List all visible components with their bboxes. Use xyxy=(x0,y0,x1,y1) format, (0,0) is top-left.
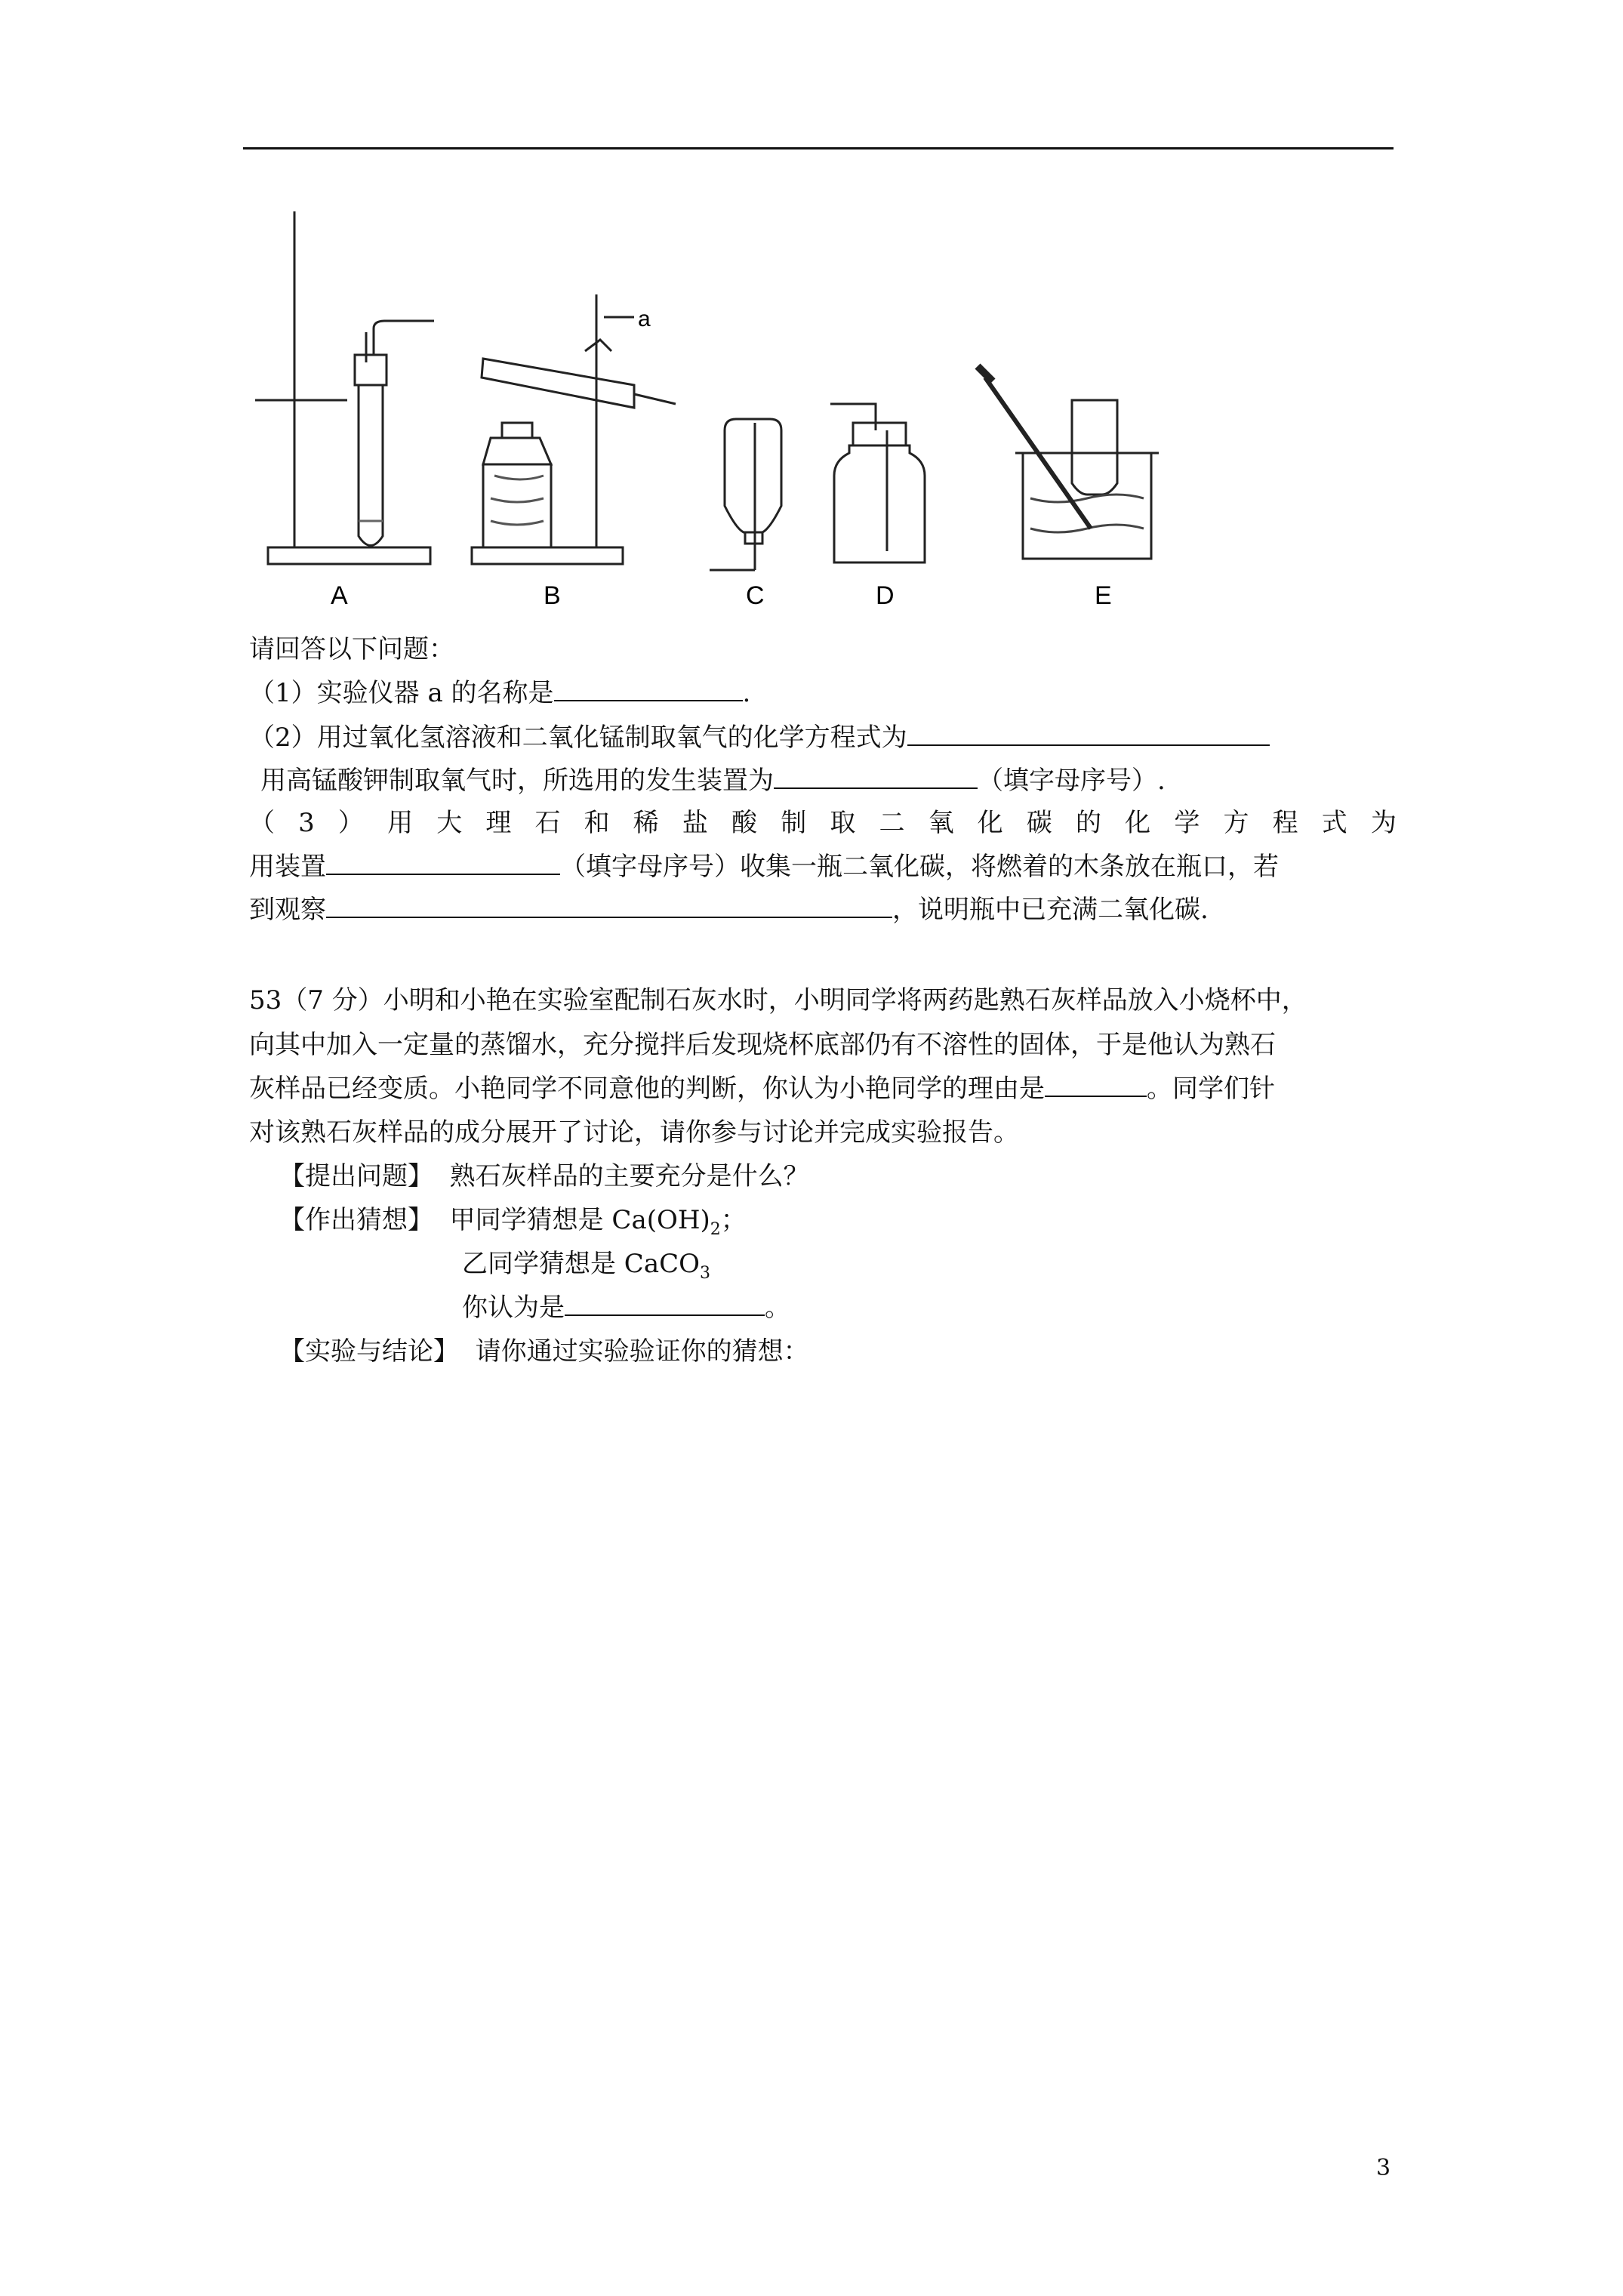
problem-text: 熟石灰样品的主要充分是什么？ xyxy=(449,1161,809,1191)
label-c: C xyxy=(746,581,765,610)
q2-line2 xyxy=(260,764,1166,797)
experiment-tag: 【实验与结论】 xyxy=(279,1336,459,1367)
guess1-text: 甲同学猜想是 Ca(OH) xyxy=(449,1205,710,1235)
q53-line3-suffix: 。同学们针 xyxy=(1147,1074,1275,1104)
q3-char: 化 xyxy=(977,808,1003,838)
q3-char: （ xyxy=(249,808,275,838)
q3-char: 大 xyxy=(436,808,463,838)
q2-line1 xyxy=(249,721,1270,754)
q3-line2-suffix: （填字母序号）收集一瓶二氧化碳，将燃着的木条放在瓶口，若 xyxy=(560,852,1279,882)
q3-char: 取 xyxy=(830,808,856,838)
q53-guess3 xyxy=(462,1291,790,1324)
q3-line2-prefix: 用装置 xyxy=(249,852,326,882)
q53-line3-prefix: 灰样品已经变质。小艳同学不同意他的判断，你认为小艳同学的理由是 xyxy=(249,1074,1045,1104)
q53-line4: 对该熟石灰样品的成分展开了讨论，请你参与讨论并完成实验报告。 xyxy=(249,1117,1019,1148)
guess1-suffix: ； xyxy=(720,1205,747,1235)
q3-char: 稀 xyxy=(633,808,659,838)
q3-line3-prefix: 到观察 xyxy=(249,895,326,925)
q3-char: 程 xyxy=(1272,808,1298,838)
q1-suffix: . xyxy=(742,678,751,708)
q3-line3-suffix: ，说明瓶中已充满二氧化碳. xyxy=(892,895,1209,925)
q3-char: 式 xyxy=(1321,808,1347,838)
q3-line2 xyxy=(249,850,1279,883)
guess3-suffix: 。 xyxy=(765,1293,790,1323)
guess1-sub: 2 xyxy=(710,1219,721,1239)
apparatus-c-icon xyxy=(710,419,781,570)
q2-blank-device[interactable] xyxy=(774,765,978,789)
q3-char: 盐 xyxy=(682,808,708,838)
q3-char: 用 xyxy=(387,808,414,838)
q3-char: 二 xyxy=(879,808,905,838)
label-d: D xyxy=(876,581,895,610)
q53-line2: 向其中加入一定量的蒸馏水，充分搅拌后发现烧杯底部仍有不溶性的固体，于是他认为熟石 xyxy=(249,1030,1276,1060)
q3-char: 酸 xyxy=(731,808,758,838)
q3-char: 碳 xyxy=(1026,808,1052,838)
q3-char: 石 xyxy=(534,808,561,838)
q1-blank[interactable] xyxy=(554,677,743,701)
header-rule xyxy=(243,147,1394,149)
q3-char: 氧 xyxy=(928,808,954,838)
q53-line3 xyxy=(249,1072,1275,1105)
label-b: B xyxy=(544,581,561,610)
q53-blank-reason[interactable] xyxy=(1045,1073,1147,1097)
experiment-text: 请你通过实验验证你的猜想： xyxy=(475,1336,809,1367)
q2-line2-prefix: 用高锰酸钾制取氧气时，所选用的发生装置为 xyxy=(260,766,774,796)
q1-prefix: （1）实验仪器 a 的名称是 xyxy=(249,678,554,708)
q3-char: 和 xyxy=(584,808,610,838)
q3-line1 xyxy=(249,806,1397,840)
q3-char: 学 xyxy=(1174,808,1200,838)
problem-tag: 【提出问题】 xyxy=(279,1161,433,1191)
q1-line xyxy=(249,676,750,710)
q3-char: 为 xyxy=(1370,808,1397,838)
label-e: E xyxy=(1095,581,1112,610)
apparatus-e-icon xyxy=(978,366,1159,559)
label-instrument-a: a xyxy=(638,307,651,331)
q3-char: 方 xyxy=(1223,808,1249,838)
q53-guess1 xyxy=(279,1203,747,1247)
q2-blank-equation[interactable] xyxy=(907,722,1270,746)
guess3-prefix: 你认为是 xyxy=(462,1293,565,1323)
guess-tag: 【作出猜想】 xyxy=(279,1205,433,1235)
q3-blank-device[interactable] xyxy=(326,851,560,875)
q3-blank-observation[interactable] xyxy=(326,894,892,918)
guess3-blank[interactable] xyxy=(565,1292,765,1316)
q3-char: 3 xyxy=(298,808,315,838)
q53-experiment xyxy=(279,1335,809,1368)
q3-char: 理 xyxy=(485,808,512,838)
guess2-text: 乙同学猜想是 CaCO xyxy=(462,1249,700,1279)
q53-line1: 53（7 分）小明和小艳在实验室配制石灰水时，小明同学将两药匙熟石灰样品放入小烧杯中， xyxy=(249,985,1307,1015)
label-a: A xyxy=(331,581,348,610)
q3-char: ） xyxy=(337,808,364,838)
apparatus-d-icon xyxy=(830,404,925,562)
q53-problem xyxy=(279,1160,809,1193)
page-number: 3 xyxy=(1376,2155,1391,2181)
q53-guess2 xyxy=(462,1247,710,1290)
apparatus-figure xyxy=(242,196,1344,619)
q-intro: 请回答以下问题： xyxy=(249,634,454,664)
q3-char: 制 xyxy=(781,808,807,838)
q2-line2-suffix: （填字母序号）. xyxy=(978,766,1166,796)
guess2-sub: 3 xyxy=(699,1263,710,1283)
apparatus-b-icon xyxy=(472,294,676,564)
q2-text: （2）用过氧化氢溶液和二氧化锰制取氧气的化学方程式为 xyxy=(249,723,907,753)
q3-char: 化 xyxy=(1125,808,1151,838)
q3-line3 xyxy=(249,893,1209,926)
apparatus-a-icon xyxy=(255,211,434,564)
q3-char: 的 xyxy=(1076,808,1102,838)
